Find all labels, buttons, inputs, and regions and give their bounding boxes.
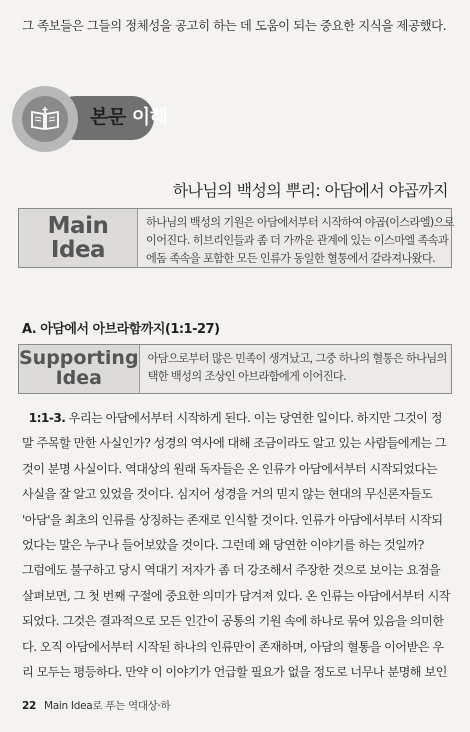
main-idea-line: 하나님의 백성의 기원은 아담에서부터 시작하여 야곱(이스라엘)으로 [146, 216, 455, 229]
supporting-idea-line: 아담으로부터 많은 민족이 생겨났고, 그중 하나의 혈통은 하나님의 [147, 352, 447, 365]
main-idea-label: Main Idea [19, 209, 138, 267]
supporting-idea-label [19, 345, 140, 393]
page-number: 22 [22, 700, 37, 712]
body-line-text: 우리는 아담에서부터 시작하게 된다. 이는 당연한 일이다. 하지만 그것이 정 [65, 411, 442, 425]
body-line [22, 406, 452, 431]
body-line: 말 주목할 만한 사실인가? 성경의 역사에 대해 조금이라도 알고 있는 사람들에게는 그 [22, 436, 447, 451]
subheading: A. 아담에서 아브라함까지(1:1-27) [22, 322, 220, 337]
section-badge [12, 86, 78, 152]
supporting-idea-label-line: Idea [55, 367, 102, 389]
page-footer [22, 698, 170, 713]
supporting-idea-box [18, 344, 452, 394]
section-title-rest: 이해 [125, 106, 168, 128]
bible-book-icon [22, 96, 68, 142]
body-text [22, 406, 452, 685]
main-idea-box [18, 208, 455, 268]
body-line: '아담'을 최초의 인류를 상징하는 존재로 인식할 것이다. 인류가 아담에서부터 시작되 [22, 512, 443, 527]
main-idea-line: 이어진다. 히브리인들과 좀 더 가까운 관계에 있는 이스마엘 족속과 [146, 234, 449, 247]
main-idea-line: 에돔 족속을 포함한 모든 인류가 동일한 혈통에서 갈라져나왔다. [146, 252, 436, 265]
book-title: Main Idea로 푸는 역대상·하 [44, 700, 171, 712]
main-idea-text [138, 209, 462, 267]
body-line: 사실을 잘 알고 있었을 것이다. 심지어 성경을 거의 믿지 않는 현대의 무신론자들도 [22, 487, 433, 502]
verse-reference: 1:1-3. [28, 411, 66, 425]
body-line: 그럼에도 불구하고 당시 역대기 저자가 좀 더 강조해서 주장한 것으로 보이는 요점을 [22, 563, 441, 578]
body-line: 다. 오직 아담에서부터 시작된 하나의 인류만이 존재하며, 아담의 혈통을 이어받은 우 [22, 639, 444, 654]
passage-heading: 하나님의 백성의 뿌리: 아담에서 야곱까지 [172, 181, 448, 200]
intro-line: 그 족보들은 그들의 정체성을 공고히 하는 데 도움이 되는 중요한 지식을 제공했다. [22, 18, 447, 33]
supporting-idea-line: 택한 백성의 조상인 아브라함에게 이어진다. [147, 370, 347, 383]
supporting-idea-label-line: Supporting [19, 347, 139, 370]
section-title-accent: 본문 [90, 106, 126, 128]
body-line: 것이 분명 사실이다. 역대상의 원래 독자들은 온 인류가 아담에서부터 시작되었다는 [22, 461, 437, 476]
section-header [12, 86, 462, 170]
body-line: 었다는 말은 누구나 들어보았을 것이다. 그런데 왜 당연한 이야기를 하는 것일까? [22, 538, 424, 553]
body-line: 살펴보면, 그 첫 번째 구절에 중요한 의미가 담겨져 있다. 온 인류는 아담에서부터 시작 [22, 588, 451, 603]
supporting-idea-text [140, 345, 455, 393]
body-line: 리 모두는 평등하다. 만약 이 이야기가 언급할 필요가 없을 정도로 너무나 분명해 보인 [22, 665, 447, 680]
body-line: 되었다. 그것은 결과적으로 모든 인간이 공통의 기원 속에 하나로 묶여 있음을 의미한 [22, 614, 444, 629]
section-title [90, 102, 168, 129]
